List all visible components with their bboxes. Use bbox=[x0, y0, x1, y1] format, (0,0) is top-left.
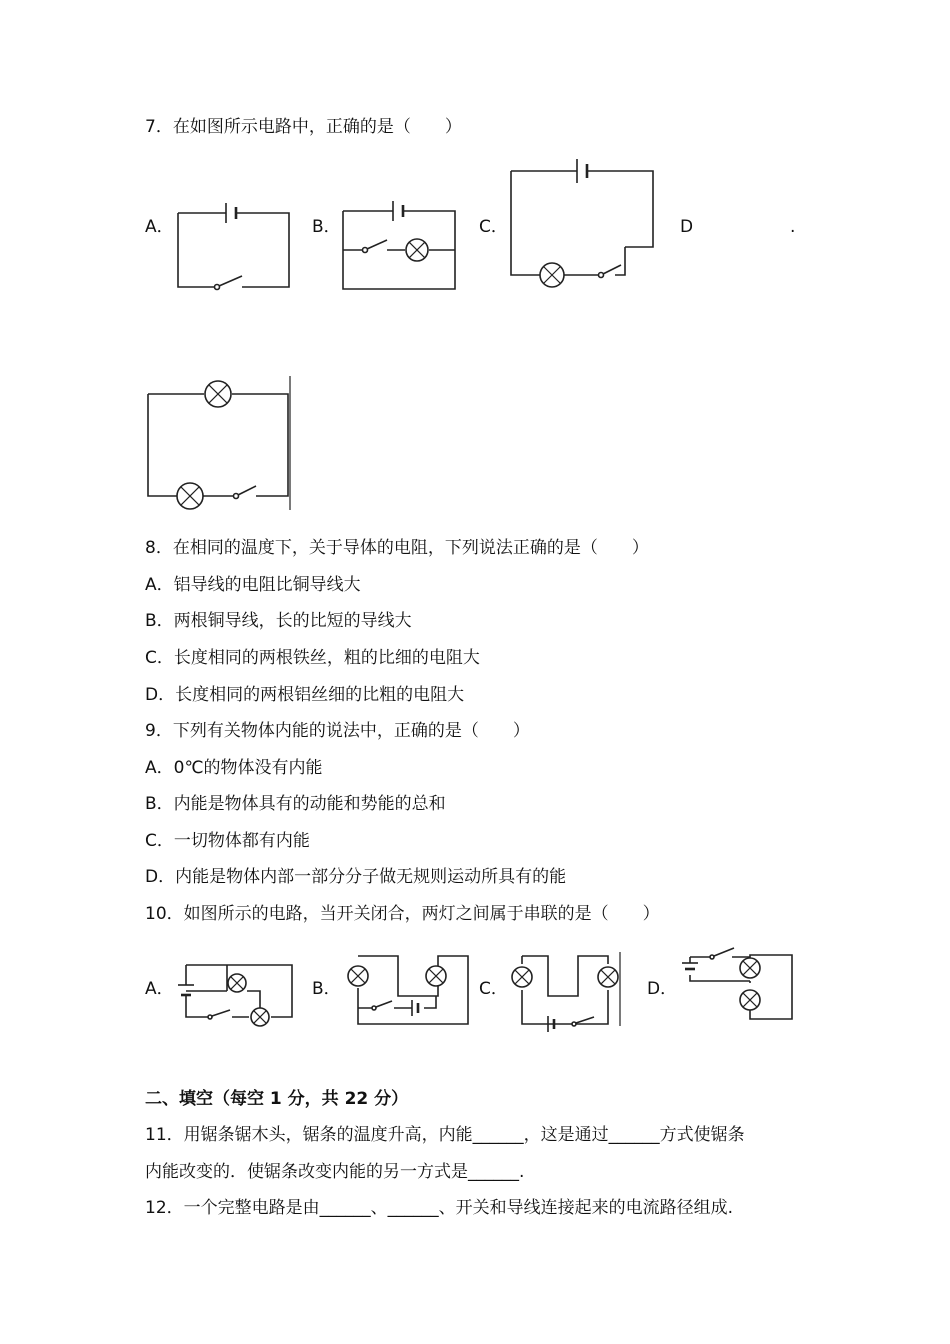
q12-stem: 12．一个完整电路是由______、______、开关和导线连接起来的电流路径组成. bbox=[145, 1198, 734, 1218]
q7-circuit-c bbox=[503, 155, 663, 295]
q9-option-a: A．0℃的物体没有内能 bbox=[145, 758, 323, 778]
q10-stem: 10．如图所示的电路，当开关闭合，两灯之间属于串联的是（ ） bbox=[145, 904, 660, 924]
section-heading: 二、填空（每空 1 分，共 22 分） bbox=[145, 1089, 409, 1109]
q7-circuit-b bbox=[335, 195, 465, 295]
q7-option-d-label: D bbox=[680, 217, 694, 237]
q10-option-b-label: B． bbox=[312, 979, 341, 999]
q8-option-a: A．铝导线的电阻比铜导线大 bbox=[145, 575, 361, 595]
q7-option-d-dot: . bbox=[790, 217, 796, 237]
q9-stem: 9．下列有关物体内能的说法中，正确的是（ ） bbox=[145, 721, 530, 741]
q7-circuit-a bbox=[170, 195, 300, 295]
q7-circuit-d bbox=[140, 372, 300, 517]
q10-circuit-d bbox=[676, 945, 801, 1025]
q11-line2: 内能改变的．使锯条改变内能的另一方式是______. bbox=[145, 1162, 525, 1182]
q8-option-d: D．长度相同的两根铝丝细的比粗的电阻大 bbox=[145, 685, 465, 705]
q7-option-b-label: B． bbox=[312, 217, 341, 237]
q9-option-c: C．一切物体都有内能 bbox=[145, 831, 310, 851]
q10-circuit-b bbox=[338, 950, 478, 1030]
q10-option-a-label: A． bbox=[145, 979, 174, 999]
q9-option-d: D．内能是物体内部一部分分子做无规则运动所具有的能 bbox=[145, 867, 567, 887]
q11-line1: 11．用锯条锯木头，锯条的温度升高，内能______，这是通过______方式使锯条 bbox=[145, 1125, 745, 1145]
q10-option-d-label: D． bbox=[647, 979, 678, 999]
q7-stem: 7．在如图所示电路中，正确的是（ ） bbox=[145, 117, 462, 137]
q10-option-c-label: C． bbox=[479, 979, 508, 999]
q10-circuit-a bbox=[172, 955, 302, 1030]
q7-option-c-label: C． bbox=[479, 217, 508, 237]
q8-option-c: C．长度相同的两根铁丝，粗的比细的电阻大 bbox=[145, 648, 480, 668]
q9-option-b: B．内能是物体具有的动能和势能的总和 bbox=[145, 794, 446, 814]
q8-option-b: B．两根铜导线，长的比短的导线大 bbox=[145, 611, 412, 631]
q8-stem: 8．在相同的温度下，关于导体的电阻，下列说法正确的是（ ） bbox=[145, 538, 649, 558]
q7-option-a-label: A． bbox=[145, 217, 174, 237]
q10-circuit-c bbox=[508, 950, 628, 1030]
